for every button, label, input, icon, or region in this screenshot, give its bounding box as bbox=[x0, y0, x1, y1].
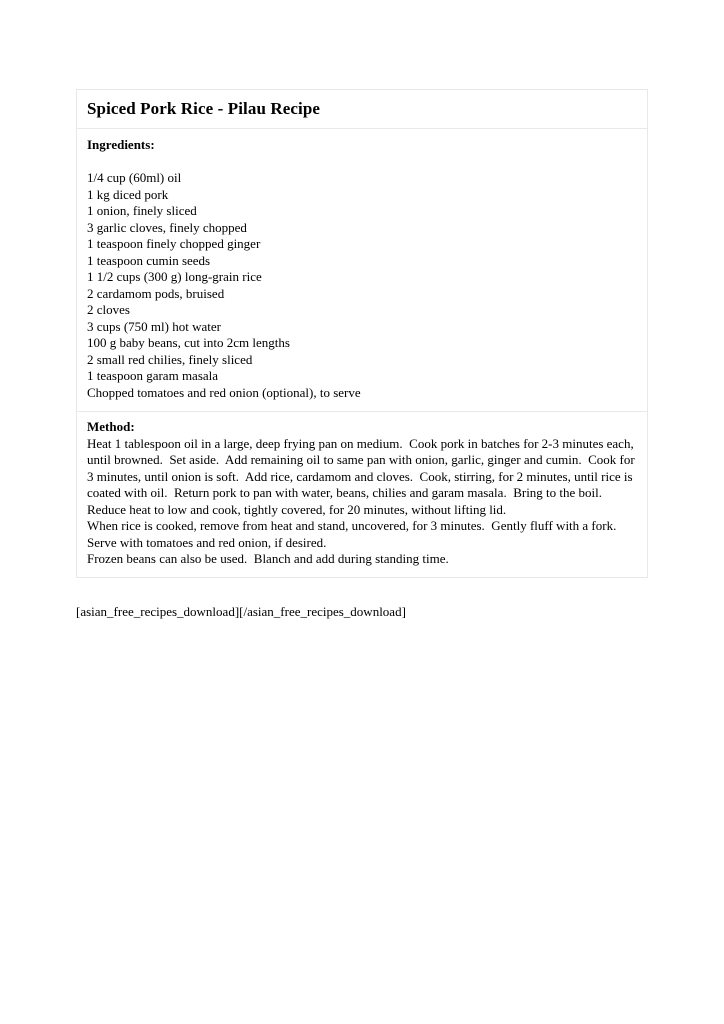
download-shortcode-text: [asian_free_recipes_download][/asian_free_recipes_download] bbox=[76, 604, 406, 619]
list-item: Chopped tomatoes and red onion (optional), to serve bbox=[87, 384, 361, 400]
method-heading: Method: bbox=[87, 419, 135, 434]
method-paragraph: Frozen beans can also be used. Blanch and add during standing time. bbox=[87, 551, 449, 566]
list-item: 1 1/2 cups (300 g) long-grain rice bbox=[87, 269, 262, 284]
recipe-title-row bbox=[77, 90, 647, 129]
ingredients-row bbox=[77, 129, 647, 412]
method-paragraph: When rice is cooked, remove from heat and stand, uncovered, for 3 minutes. Gently fluff with a fork. Serve with tomatoes and red onion, if desired. bbox=[87, 518, 623, 550]
list-item: 2 cardamom pods, bruised bbox=[87, 285, 225, 301]
ingredients-heading: Ingredients: bbox=[87, 137, 155, 152]
page-title: Spiced Pork Rice - Pilau Recipe bbox=[87, 99, 321, 118]
list-item: 1 kg diced pork bbox=[87, 186, 169, 202]
list-item: 100 g baby beans, cut into 2cm lengths bbox=[87, 335, 290, 350]
list-item: 1 teaspoon garam masala bbox=[87, 368, 219, 383]
ingredients-spacer bbox=[87, 154, 637, 171]
ingredients-cell bbox=[77, 129, 647, 411]
recipe-table bbox=[76, 89, 648, 578]
recipe-title-cell bbox=[77, 90, 647, 128]
list-item: 3 cups (750 ml) hot water bbox=[87, 318, 221, 334]
method-paragraph: Heat 1 tablespoon oil in a large, deep frying pan on medium. Cook pork in batches for 2-3 minutes each, until browned. Set aside. Add remaining oil to same pan with onion, garlic, ginger and cumin. Cook for 3 minutes, until onion is soft. Add rice, cardamom and cloves. Cook, stirring, for 2 minutes, until rice is coated with oil. Return pork to pan with water, beans, chilies and garam masala. Bring to the boil. Reduce heat to low and cook, tightly covered, for 20 minutes, without lifting lid. bbox=[87, 435, 638, 517]
list-item: 2 cloves bbox=[87, 302, 130, 317]
method-row bbox=[77, 412, 647, 577]
ingredient-list bbox=[87, 170, 637, 401]
list-item: 3 garlic cloves, finely chopped bbox=[87, 219, 247, 235]
method-cell bbox=[77, 412, 647, 577]
list-item: 1 teaspoon finely chopped ginger bbox=[87, 236, 261, 251]
list-item: 1 onion, finely sliced bbox=[87, 203, 197, 218]
list-item: 1 teaspoon cumin seeds bbox=[87, 252, 211, 268]
list-item: 1/4 cup (60ml) oil bbox=[87, 170, 182, 185]
list-item: 2 small red chilies, finely sliced bbox=[87, 351, 253, 367]
